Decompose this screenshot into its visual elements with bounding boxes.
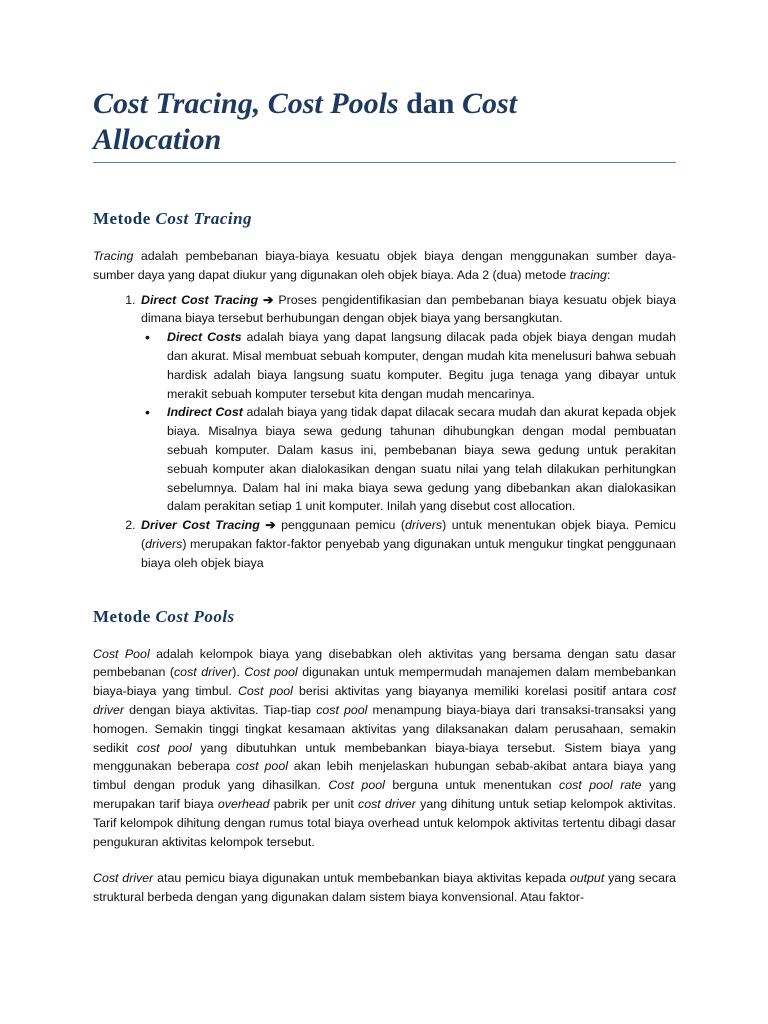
text-span: Cost pool [328, 778, 385, 793]
text-span: penggunaan pemicu ( [275, 518, 405, 533]
text-span: Cost pool [244, 665, 298, 680]
tracing-methods-list [93, 291, 676, 573]
text-span: cost pool [136, 740, 192, 755]
text-span: tracing [569, 267, 607, 282]
text-span: Cost driver [93, 871, 154, 886]
text-span: berguna untuk menentukan [384, 778, 559, 793]
text-span: cost driver [93, 684, 676, 717]
right-arrow-icon: ➔ [265, 518, 276, 533]
text-span: yang dibutuhkan untuk membebankan biaya-biaya tersebut. Sistem biaya yang menggunakan beberapa [93, 740, 677, 774]
title-part: Cost Tracing, [93, 87, 261, 120]
method-label: Driver Cost Tracing [141, 518, 260, 533]
text-span: ) merupakan faktor-faktor penyebab yang digunakan untuk mengukur tingkat penggunaan biaya oleh objek biaya [141, 536, 676, 570]
heading-text: Metode [93, 606, 156, 626]
text-span: yang secara struktural berbeda dengan yang digunakan dalam sistem biaya konvensional. Atau faktor- [93, 871, 676, 905]
text-span: cost pool rate [559, 778, 642, 793]
text-span: cost pool [235, 759, 288, 774]
text-span: Cost pool [237, 684, 293, 699]
title-part: Cost [461, 87, 518, 120]
text-span: adalah kelompok biaya yang disebabkan oleh aktivitas yang bersama dengan satu dasar pembebanan ( [93, 646, 676, 680]
method-description: Proses pengidentifikasian dan pembebanan biaya kesuatu objek biaya dimana biaya tersebut berhubungan dengan objek biaya yang bersangkutan. [141, 292, 676, 326]
text-span: yang merupakan tarif biaya [93, 778, 677, 811]
text-span: pabrik per unit [269, 796, 358, 811]
title-part: Allocation [93, 123, 222, 156]
heading-cost-pools [93, 607, 676, 627]
cost-types-list [141, 328, 676, 516]
method-label: Direct Cost Tracing [141, 292, 259, 307]
cost-pool-paragraph [93, 645, 676, 852]
bullet-term: Direct Costs [167, 330, 242, 345]
text-span: atau pemicu biaya digunakan untuk membebankan biaya aktivitas kepada [153, 871, 570, 886]
bullet-text: adalah biaya yang dapat langsung dilacak pada objek biaya dengan mudah dan akurat. Misal membuat sebuah komputer, dengan mudah kita menelusuri bahwa sebuah hardisk adalah biaya langsung suatu komputer. Begitu juga tenaga yang dibayar untuk merakit sebuah komputer tersebut kita dengan mudah mencarinya. [167, 330, 676, 401]
text-span: cost driver [358, 796, 416, 811]
heading-text-italic: Cost Tracing [155, 209, 253, 228]
method-direct-cost-tracing [139, 291, 676, 517]
text-span: Cost Pool [93, 646, 150, 661]
heading-text-italic: Cost Pools [155, 606, 235, 626]
text-span: drivers [404, 518, 443, 533]
document-content [93, 86, 676, 907]
text-span: ) untuk menentukan objek biaya. Pemicu ( [141, 518, 677, 551]
method-driver-cost-tracing [139, 516, 676, 572]
text-span: akan lebih menjelaskan hubungan sebab-akibat antara biaya yang timbul dengan produk yang dihasilkan. [93, 759, 677, 793]
right-arrow-icon: ➔ [263, 292, 274, 307]
text-span: dengan biaya aktivitas. Tiap-tiap [123, 702, 317, 717]
heading-cost-tracing [93, 209, 676, 229]
bullet-text: adalah biaya yang tidak dapat dilacak secara mudah dan akurat kepada objek biaya. Misalnya biaya sewa gedung tahunan dihubungkan dengan modal pembuatan sebuah komputer. Dalam kasus ini, pembebanan biaya sewa gedung untuk perakitan sebuah komputer akan dialokasikan dengan suatu nilai yang telah dilakukan perhitungkan sebelumnya. Dalam hal ini maka biaya sewa gedung yang dibebankan akan dialokasikan dalam perakitan setiap 1 unit komputer. Inilah yang disebut cost allocation. [167, 405, 676, 514]
bullet-indirect-cost [167, 403, 676, 516]
text-span: output [569, 871, 605, 886]
tracing-intro-paragraph [93, 247, 676, 285]
cost-driver-paragraph [93, 869, 676, 907]
text-span: berisi aktivitas yang biayanya memiliki korelasi positif antara [292, 684, 654, 699]
text-span: digunakan untuk mempermudah manajemen dalam membebankan biaya-biaya yang timbul. [93, 665, 677, 699]
text-span: cost pool [316, 702, 368, 717]
bullet-term: Indirect Cost [167, 405, 243, 420]
title-part: dan [406, 87, 455, 120]
document-title [93, 86, 676, 158]
text-span: cost driver [173, 665, 233, 680]
bullet-direct-costs [167, 328, 676, 403]
title-part: Cost Pools [267, 87, 399, 120]
text-span: Tracing [93, 249, 134, 263]
text-span: drivers [145, 536, 183, 551]
text-span: menampung biaya-biaya dari transaksi-transaksi yang homogen. Semakin tinggi tingkat kesamaan aktivitas yang dilaksanakan dalam perusahaan, semakin sedikit [93, 702, 677, 755]
text-span: adalah pembebanan biaya-biaya kesuatu objek biaya dengan menggunakan sumber daya-sumber daya yang dapat diukur yang digunakan oleh objek biaya. Ada 2 (dua) metode [93, 249, 676, 282]
text-span: yang dihitung untuk setiap kelompok aktivitas. Tarif kelompok dihitung dengan rumus total biaya overhead untuk kelompok aktivitas tertentu dibagi dasar pengukuran aktivitas kelompok tersebut. [93, 796, 677, 849]
text-span: : [606, 267, 611, 282]
text-span: ). [232, 665, 245, 680]
title-divider [93, 162, 676, 163]
text-span: overhead [217, 796, 270, 811]
heading-text: Metode [93, 209, 156, 228]
